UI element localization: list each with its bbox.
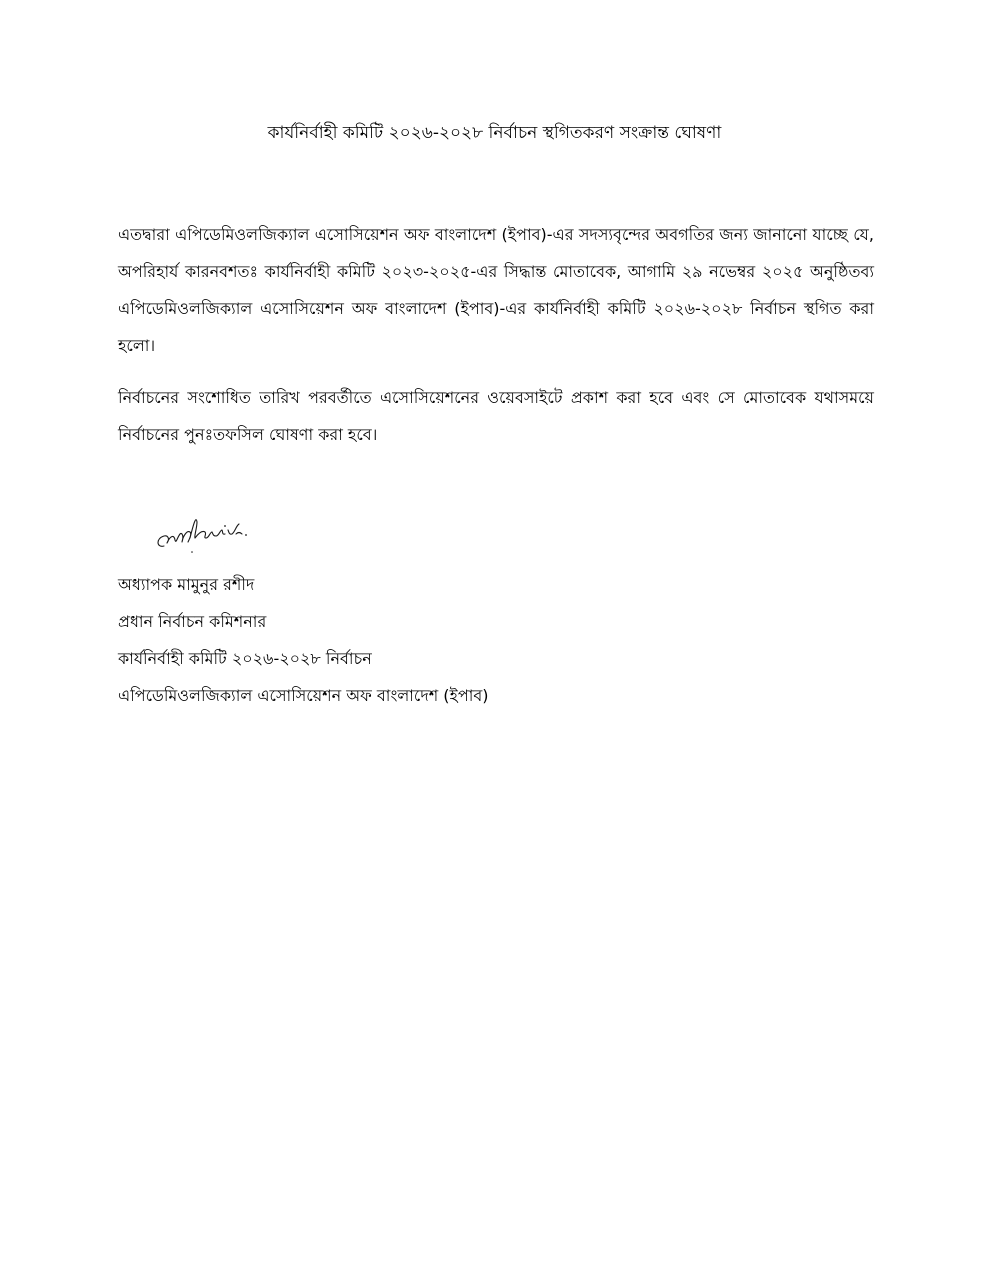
signatory-committee: কার্যনির্বাহী কমিটি ২০২৬-২০২৮ নির্বাচন	[118, 649, 372, 668]
schedule-paragraph: নির্বাচনের সংশোধিত তারিখ পরবর্তীতে এসোসিয়েশনের ওয়েবসাইটে প্রকাশ করা হবে এবং সে মোতাবেক যথাসময়ে নির্বাচনের পুনঃতফসিল ঘোষণা করা হবে।	[118, 388, 874, 444]
signatory-name: অধ্যাপক মামুনুর রশীদ	[118, 575, 255, 594]
signatory-organization: এপিডেমিওলজিক্যাল এসোসিয়েশন অফ বাংলাদেশ (ইপাব)	[118, 686, 489, 705]
signature-block	[118, 566, 489, 714]
signatory-designation: প্রধান নির্বাচন কমিশনার	[118, 612, 267, 631]
document-title: কার্যনির্বাহী কমিটি ২০২৬-২০২৮ নির্বাচন স্থগিতকরণ সংক্রান্ত ঘোষণা	[267, 123, 722, 143]
announcement-paragraph: এতদ্বারা এপিডেমিওলজিক্যাল এসোসিয়েশন অফ বাংলাদেশ (ইপাব)-এর সদস্যবৃন্দের অবগতির জন্য জানানো যাচ্ছে যে, অপরিহার্য কারনবশতঃ কার্যনির্বাহী কমিটি ২০২৩-২০২৫-এর সিদ্ধান্ত মোতাবেক, আগামি ২৯ নভেম্বর ২০২৫ অনুষ্ঠিতব্য এপিডেমিওলজিক্যাল এসোসিয়েশন অফ বাংলাদেশ (ইপাব)-এর কার্যনির্বাহী কমিটি ২০২৬-২০২৮ নির্বাচন স্থগিত করা হলো।	[118, 225, 874, 355]
handwritten-signature	[150, 508, 260, 560]
